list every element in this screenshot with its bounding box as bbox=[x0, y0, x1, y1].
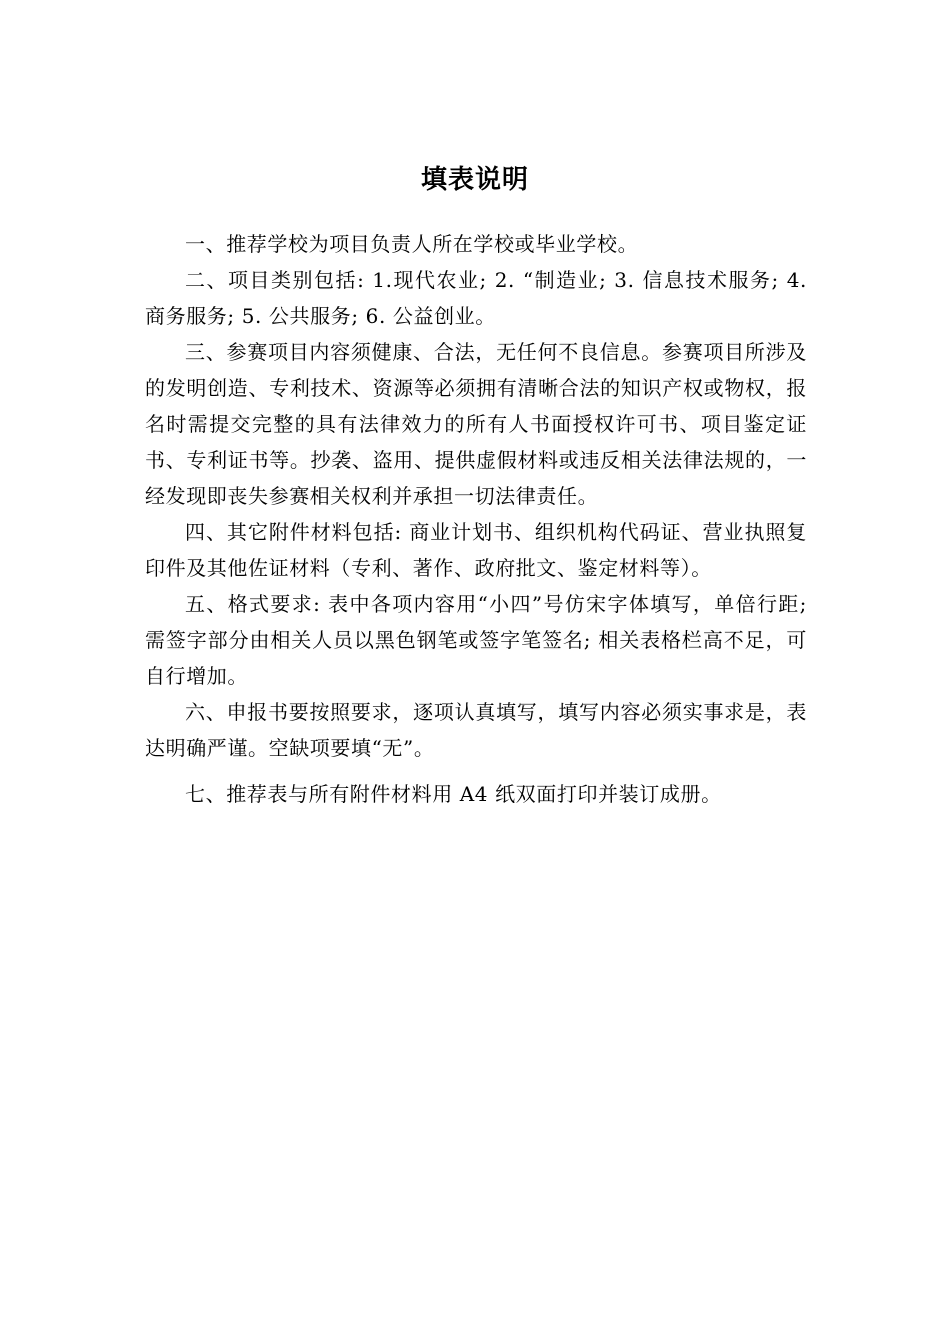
instructions-body bbox=[145, 226, 807, 812]
instruction-paragraph-3: 三、参赛项目内容须健康、合法，无任何不良信息。参赛项目所涉及的发明创造、专利技术、资源等必须拥有清晰合法的知识产权或物权，报名时需提交完整的具有法律效力的所有人书面授权许可书、项目鉴定证书、专利证书等。抄袭、盗用、提供虚假材料或违反相关法律法规的，一经发现即丧失参赛相关权利并承担一切法律责任。 bbox=[145, 340, 807, 508]
instruction-paragraph-6: 六、申报书要按照要求，逐项认真填写，填写内容必须实事求是，表达明确严谨。空缺项要填“无”。 bbox=[145, 700, 807, 760]
instruction-paragraph-2: 二、项目类别包括: 1.现代农业; 2. “制造业; 3. 信息技术服务; 4. 商务服务; 5. 公共服务; 6. 公益创业。 bbox=[145, 268, 807, 328]
instruction-paragraph-7: 七、推荐表与所有附件材料用 A4 纸双面打印并装订成册。 bbox=[185, 782, 722, 806]
instruction-paragraph-4: 四、其它附件材料包括: 商业计划书、组织机构代码证、营业执照复印件及其他佐证材料（专利、著作、政府批文、鉴定材料等）。 bbox=[145, 520, 807, 580]
instruction-paragraph-5: 五、格式要求: 表中各项内容用“小四”号仿宋字体填写，单倍行距; 需签字部分由相关人员以黑色钢笔或签字笔签名; 相关表格栏高不足，可自行增加。 bbox=[145, 592, 807, 688]
instruction-paragraph-1: 一、推荐学校为项目负责人所在学校或毕业学校。 bbox=[185, 232, 639, 256]
document-title: 填表说明 bbox=[420, 165, 529, 195]
